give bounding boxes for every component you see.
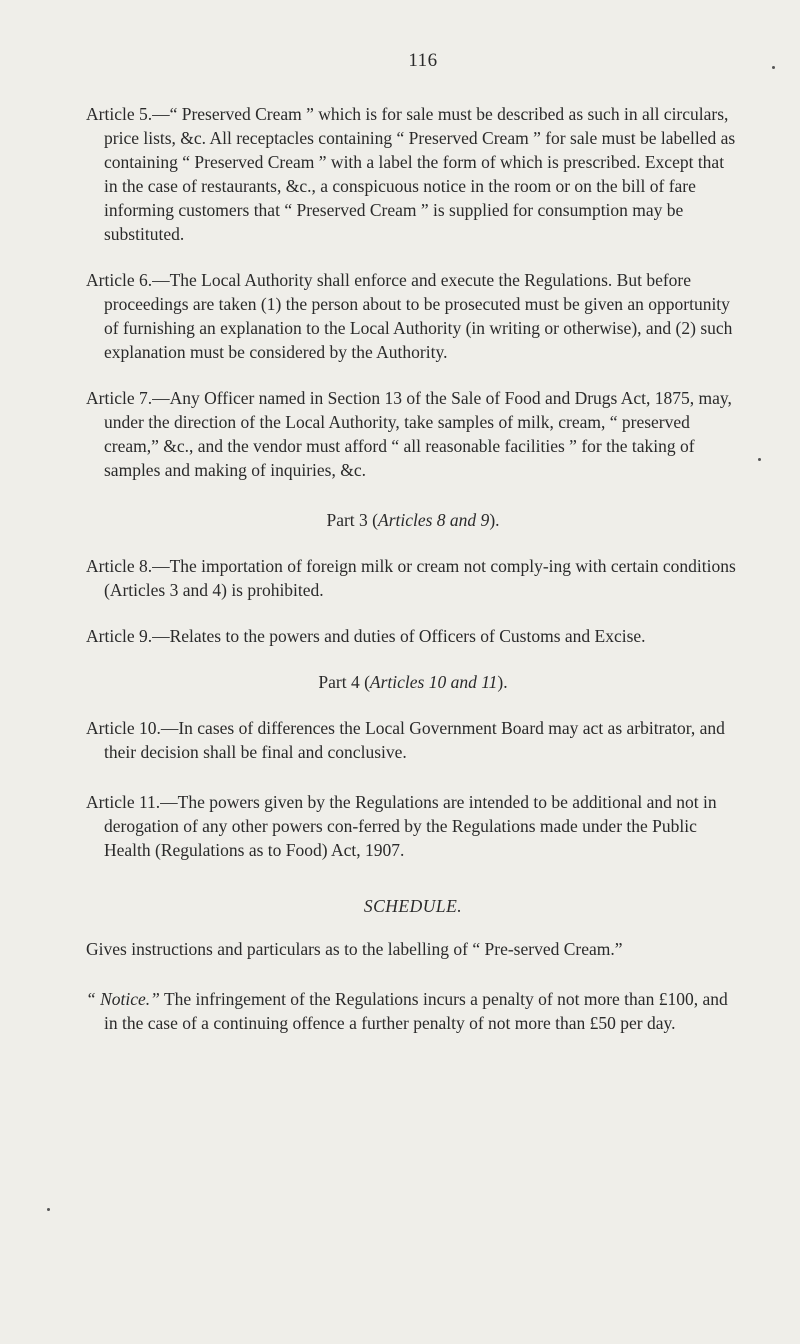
margin-speck — [772, 66, 775, 69]
part-4-articles: Articles 10 and 11 — [369, 672, 498, 692]
part-3-articles: Articles 8 and 9 — [378, 510, 490, 530]
margin-speck — [758, 458, 761, 461]
part-4-heading — [86, 670, 740, 694]
margin-speck — [47, 1208, 50, 1211]
notice-paragraph — [86, 987, 740, 1035]
schedule-heading: SCHEDULE. — [363, 896, 463, 916]
article-8-paragraph: Article 8.—The importation of foreign milk or cream not comply-ing with certain conditions (Articles 3 and 4) is prohibited. — [86, 556, 736, 600]
part-3-suffix: ). — [489, 510, 500, 530]
notice-text: The infringement of the Regulations incurs a penalty of not more than £100, and in the case of a continuing offence a further penalty of not more than £50 per day. — [104, 989, 728, 1033]
page-number: 116 — [408, 50, 438, 71]
part-4-prefix: Part 4 ( — [318, 672, 370, 692]
part-4-suffix: ). — [497, 672, 508, 692]
article-7-paragraph: Article 7.—Any Officer named in Section 13 of the Sale of Food and Drugs Act, 1875, may, under the direction of the Local Authority, take samples of milk, cream, “ preserved cream,” &c., and the vendor must afford “ all reasonable facilities ” for the taking of samples and making of inquiries, &c. — [86, 388, 732, 480]
part-3-heading — [86, 508, 740, 532]
schedule-paragraph: Gives instructions and particulars as to the labelling of “ Pre-served Cream.” — [86, 939, 623, 959]
notice-label: “ Notice.” — [86, 989, 160, 1009]
article-10-paragraph: Article 10.—In cases of differences the Local Government Board may act as arbitrator, and their decision shall be final and conclusive. — [86, 718, 725, 762]
article-11-paragraph: Article 11.—The powers given by the Regulations are intended to be additional and not in derogation of any other powers con-ferred by the Regulations made under the Public Health (Regulations as to Food) Act, 1907. — [86, 792, 717, 860]
article-6-paragraph: Article 6.—The Local Authority shall enforce and execute the Regulations. But before proceedings are taken (1) the person about to be prosecuted must be given an opportunity of furnishing an explanation to the Local Authority (in writing or otherwise), and (2) such explanation must be considered by the Authority. — [86, 270, 733, 362]
article-9-paragraph: Article 9.—Relates to the powers and duties of Officers of Customs and Excise. — [86, 626, 646, 646]
article-5-paragraph: Article 5.—“ Preserved Cream ” which is for sale must be described as such in all circulars, price lists, &c. All receptacles containing “ Preserved Cream ” for sale must be labelled as containing “ Preserved Cream ” with a label the form of which is prescribed. Except that in the case of restaurants, &c., a conspicuous notice in the room or on the bill of fare informing customers that “ Preserved Cream ” is supplied for consumption may be substituted. — [86, 104, 736, 244]
document-page — [86, 50, 740, 1057]
part-3-prefix: Part 3 ( — [326, 510, 378, 530]
